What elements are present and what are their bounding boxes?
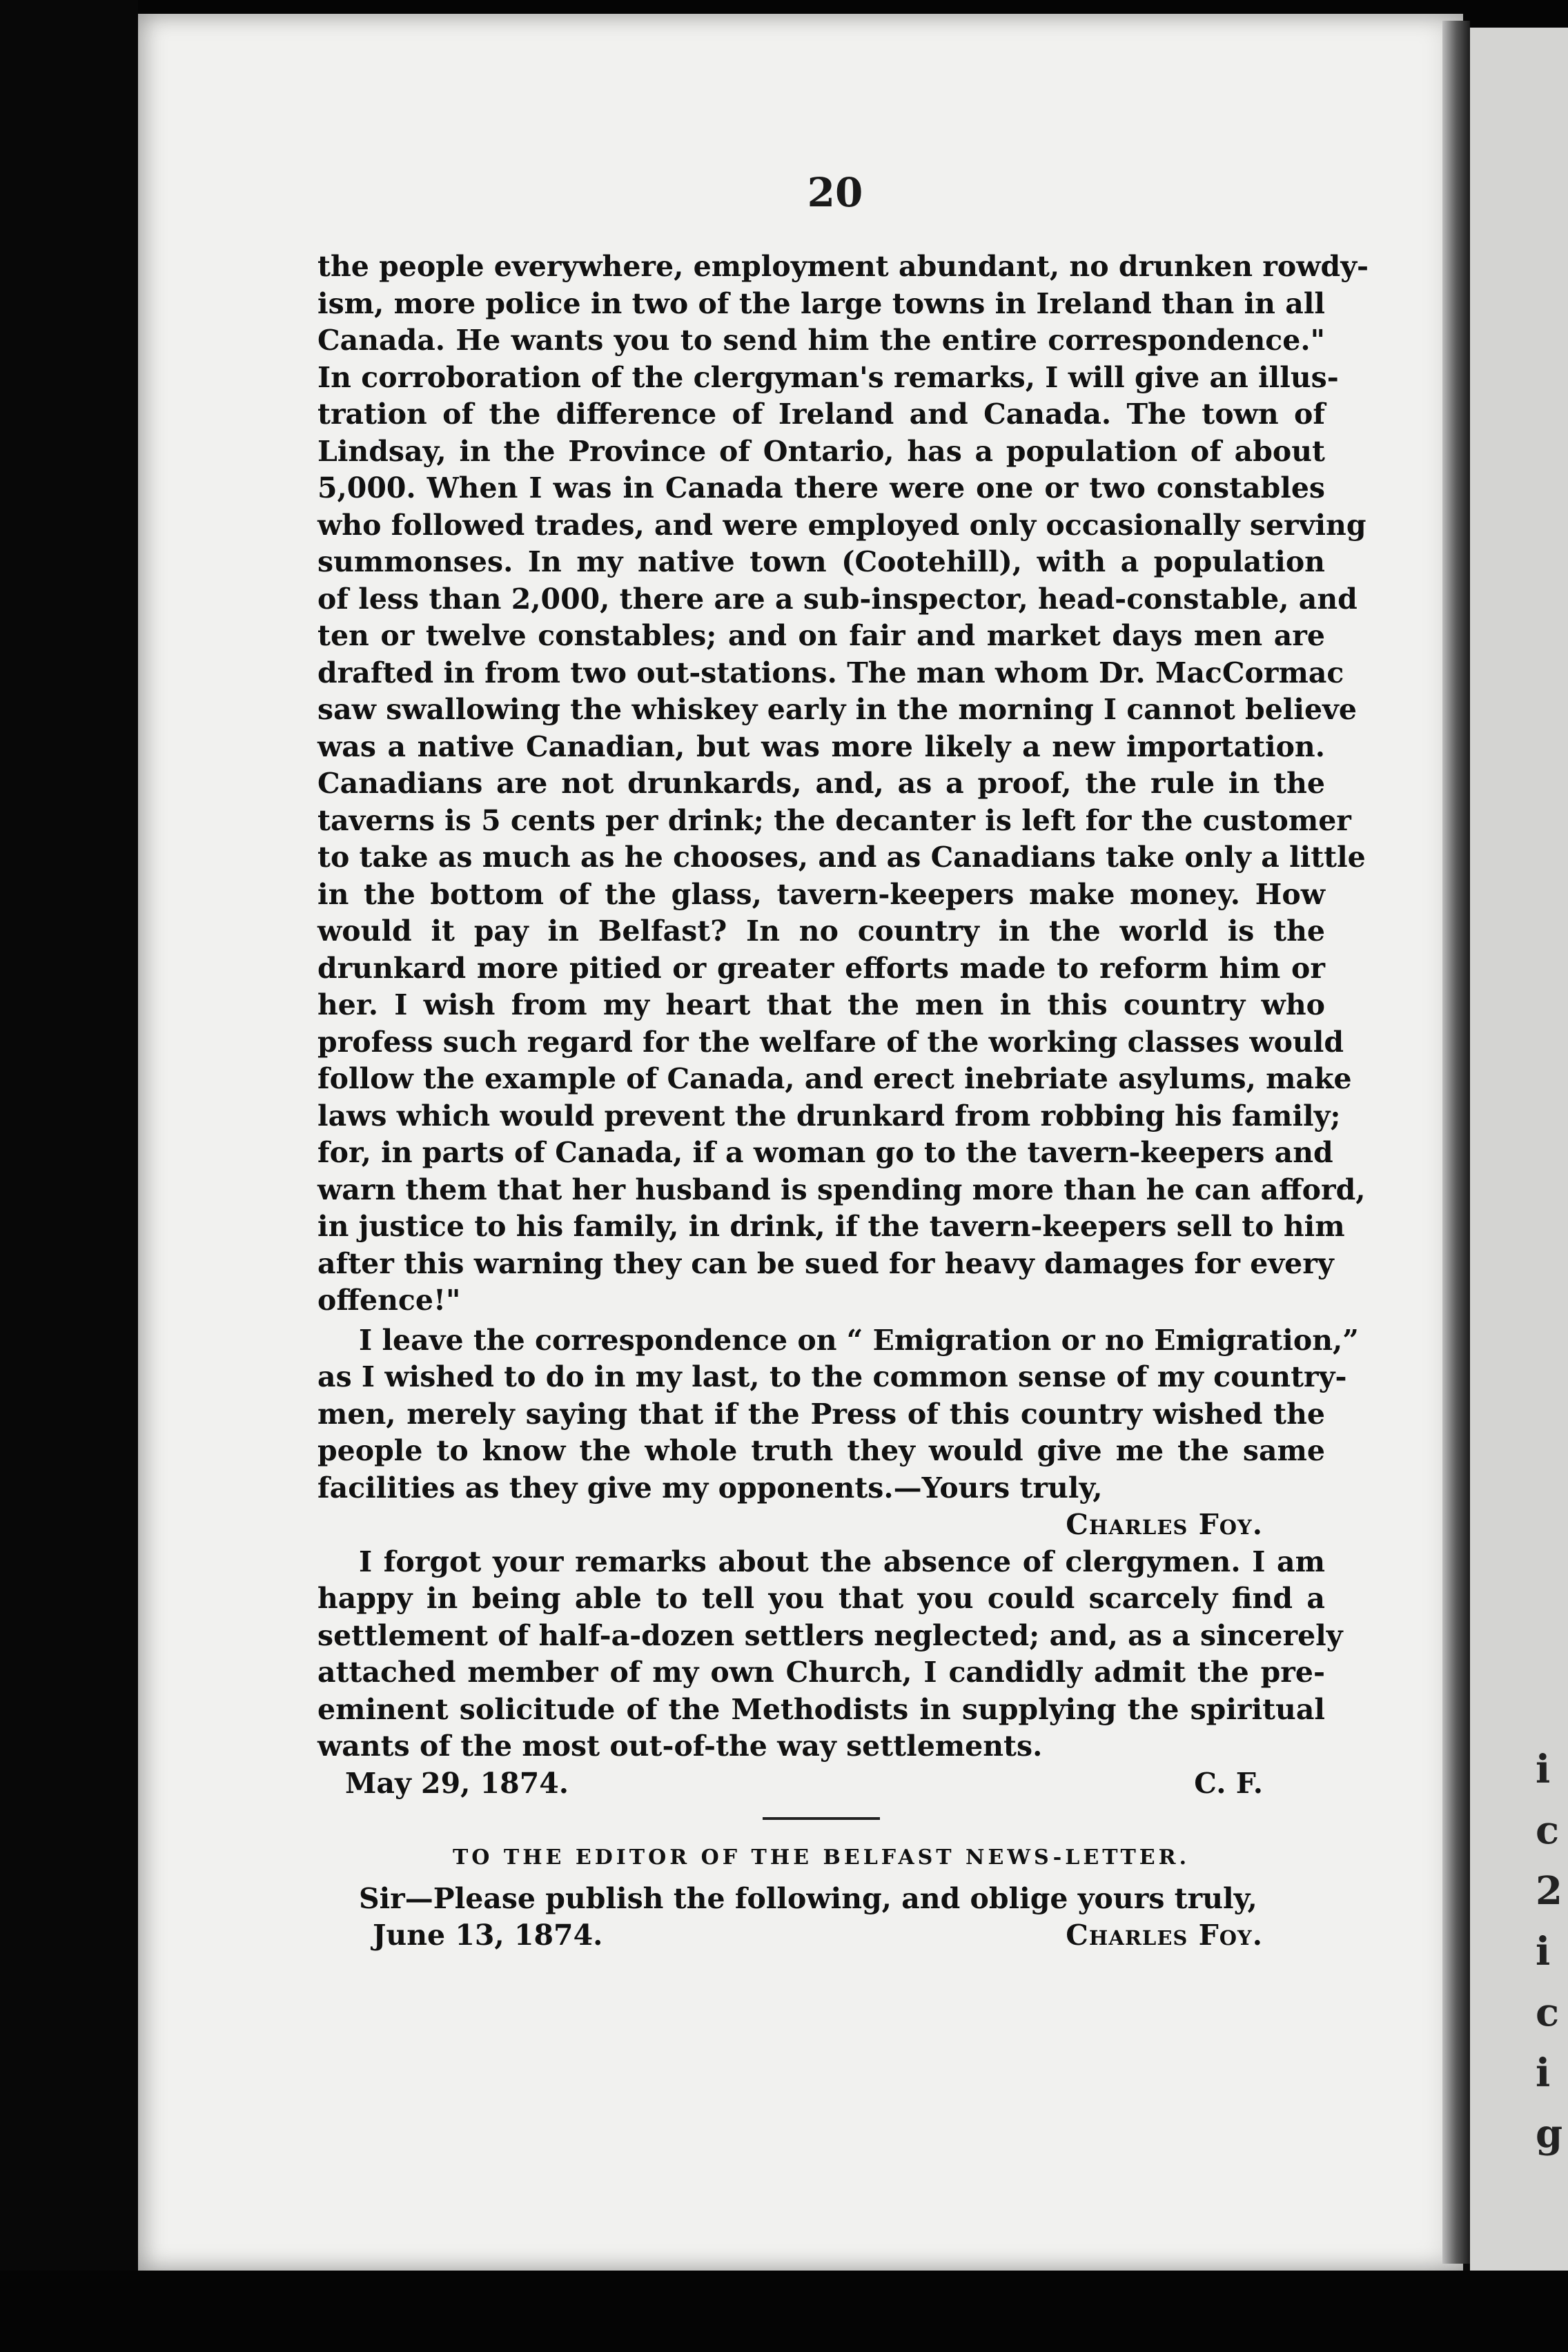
page-body — [317, 248, 1369, 1954]
text-line: who followed trades, and were employed only occasionally serving — [317, 508, 1366, 542]
scan-frame-bottom — [0, 2271, 1568, 2352]
text-line: men, merely saying that if the Press of this country wished the — [317, 1397, 1325, 1431]
dateline-row-2 — [317, 1917, 1325, 1954]
text-line: taverns is 5 cents per drink; the decanter is left for the customer — [317, 803, 1351, 837]
text-line: eminent solicitude of the Methodists in supplying the spiritual — [317, 1692, 1325, 1726]
text-line: Canada. He wants you to send him the entire correspondence." — [317, 324, 1325, 357]
text-line: ism, more police in two of the large towns in Ireland than in all — [317, 286, 1325, 320]
text-line: drafted in from two out-stations. The man whom Dr. MacCormac — [317, 656, 1344, 689]
adjacent-page-edge — [1470, 28, 1568, 2271]
text-line: people to know the whole truth they would give me the same — [317, 1434, 1325, 1467]
text-line: facilities as they give my opponents.—Yours truly, — [317, 1471, 1103, 1505]
text-line: after this warning they can be sued for heavy damages for every — [317, 1246, 1334, 1280]
adjacent-page-letter: c — [1536, 1807, 1560, 1853]
text-line: for, in parts of Canada, if a woman go to the tavern-keepers and — [317, 1136, 1333, 1169]
text-line: was a native Canadian, but was more likely a new importation. — [317, 729, 1325, 763]
text-line: as I wished to do in my last, to the common sense of my country- — [317, 1360, 1347, 1393]
text-line: settlement of half-a-dozen settlers neglected; and, as a sincerely — [317, 1618, 1343, 1652]
text-line: warn them that her husband is spending more than he can afford, — [317, 1173, 1366, 1206]
adjacent-page-letter: i — [1536, 1929, 1551, 1974]
date-may-29: May 29, 1874. — [345, 1766, 569, 1800]
paragraph-1 — [317, 248, 1369, 1320]
text-line: in the bottom of the glass, tavern-keepers make money. How — [317, 877, 1325, 911]
text-line: wants of the most out-of-the way settlements. — [317, 1729, 1043, 1763]
signature-charles-foy-2: Charles Foy. — [1066, 1919, 1263, 1952]
text-line: In corroboration of the clergyman's remarks, I will give an illus- — [317, 360, 1339, 394]
text-line: happy in being able to tell you that you could scarcely find a — [317, 1582, 1325, 1615]
text-line: profess such regard for the welfare of the working classes would — [317, 1025, 1344, 1059]
salutation-line: Sir—Please publish the following, and oblige yours truly, — [359, 1881, 1257, 1915]
text-line: summonses. In my native town (Cootehill), with a population — [317, 545, 1325, 578]
text-line: drunkard more pitied or greater efforts made to reform him or — [317, 951, 1325, 985]
adjacent-page-letter: i — [1536, 1747, 1551, 1792]
text-line: Canadians are not drunkards, and, as a proof, the rule in the — [317, 767, 1325, 800]
adjacent-page-letter: i — [1536, 2050, 1551, 2096]
text-line: would it pay in Belfast? In no country in the world is the — [317, 914, 1325, 948]
text-line: Lindsay, in the Province of Ontario, has a population of about — [317, 434, 1325, 468]
text-line: saw swallowing the whiskey early in the morning I cannot believe — [317, 693, 1357, 726]
initials: C. F. — [1194, 1766, 1263, 1800]
text-line: her. I wish from my heart that the men in this country who — [317, 988, 1325, 1021]
signature-charles-foy: Charles Foy. — [1066, 1508, 1263, 1541]
scan-frame-left — [0, 0, 138, 2352]
paragraph-3 — [317, 1544, 1343, 1765]
text-line: 5,000. When I was in Canada there were one or two constables — [317, 471, 1325, 504]
paragraph-2 — [317, 1322, 1359, 1507]
adjacent-page-letter: 2 — [1536, 1868, 1562, 1914]
adjacent-page-letters — [1536, 1739, 1562, 2164]
page-number: 20 — [807, 169, 863, 216]
adjacent-page-letter: c — [1536, 1990, 1560, 2035]
page-gutter — [1442, 21, 1470, 2264]
date-june-13: June 13, 1874. — [373, 1919, 603, 1952]
text-line: I forgot your remarks about the absence of clergymen. I am — [359, 1545, 1325, 1578]
text-line: of less than 2,000, there are a sub-inspector, head-constable, and — [317, 582, 1358, 616]
text-line: follow the example of Canada, and erect inebriate asylums, make — [317, 1062, 1352, 1095]
text-line: laws which would prevent the drunkard from robbing his family; — [317, 1099, 1341, 1133]
adjacent-page-letter: g — [1536, 2111, 1563, 2157]
text-line: offence!" — [317, 1284, 461, 1317]
text-line: tration of the difference of Ireland and Canada. The town of — [317, 398, 1325, 431]
dateline-row — [317, 1765, 1325, 1803]
text-line: in justice to his family, in drink, if the tavern-keepers sell to him — [317, 1210, 1345, 1243]
text-line: attached member of my own Church, I candidly admit the pre- — [317, 1656, 1325, 1689]
letter-heading: TO THE EDITOR OF THE BELFAST NEWS-LETTER. — [452, 1845, 1190, 1870]
text-line: to take as much as he chooses, and as Canadians take only a little — [317, 841, 1366, 874]
text-line: the people everywhere, employment abundant, no drunken rowdy- — [317, 250, 1369, 283]
section-divider — [763, 1817, 880, 1820]
text-line: I leave the correspondence on “ Emigration or no Emigration,” — [359, 1323, 1359, 1357]
text-line: ten or twelve constables; and on fair and market days men are — [317, 619, 1325, 652]
